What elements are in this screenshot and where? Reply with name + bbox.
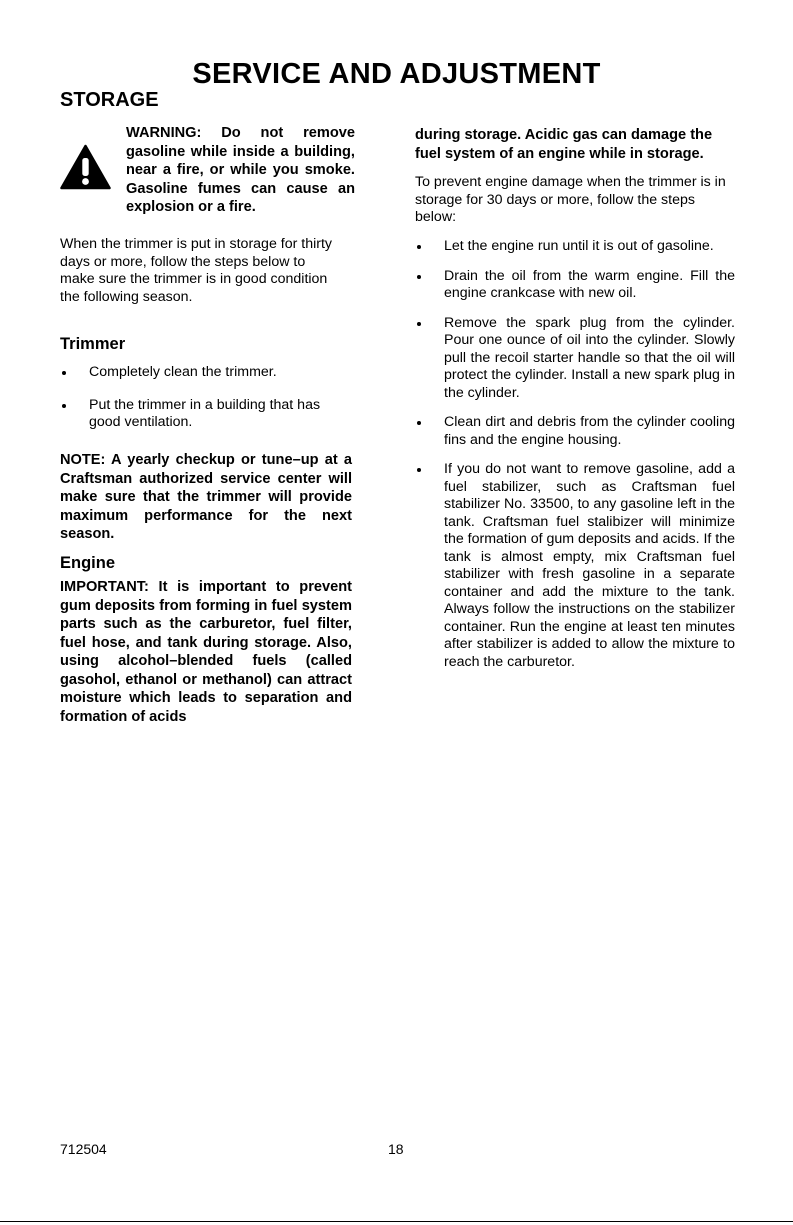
list-item: Drain the oil from the warm engine. Fill the engine crankcase with new oil. — [415, 268, 735, 303]
list-item: Let the engine run until it is out of gasoline. — [415, 238, 735, 256]
warning-text: WARNING: Do not remove gasoline while inside a building, near a fire, or while you smoke. Gasoline fumes can cause an explosion or a fire. — [126, 125, 355, 215]
list-item: Remove the spark plug from the cylinder. Pour one ounce of oil into the cylinder. Slowly pull the recoil starter handle so that the oil will protect the cylinder. Install a new spark plug in the cylinder. — [415, 315, 735, 403]
important-text: IMPORTANT: It is important to prevent gum deposits from forming in fuel system parts such as the carburetor, fuel filter, fuel hose, and tank during storage. Also, using alcohol–blended fuels (called gasohol, ethanol or methanol) can attract moisture which leads to separation and formation of acids — [60, 579, 352, 725]
trimmer-bullets — [60, 364, 352, 432]
list-item: Completely clean the trimmer. — [60, 364, 352, 382]
warning-triangle-icon — [60, 144, 111, 190]
bottom-rule — [0, 1221, 793, 1222]
engine-bullets — [415, 238, 735, 671]
part-number: 712504 — [60, 1141, 107, 1157]
engine-heading: Engine — [60, 554, 116, 572]
list-item: Clean dirt and debris from the cylinder cooling fins and the engine housing. — [415, 414, 735, 449]
list-item: If you do not want to remove gasoline, add a fuel stabilizer, such as Craftsman fuel stabilizer No. 33500, to any gasoline left in the tank. Craftsman fuel stalibizer will minimize the formation of gum deposits and acids. If the tank is almost empty, mix Craftsman fuel stabilizer with fresh gasoline in a separate container and add the mixture to the tank. Always follow the instructions on the stabilizer container. Run the engine at least ten minutes after stabilizer is added to allow the mixture to reach the carburetor. — [415, 461, 735, 671]
note-text: NOTE: A yearly checkup or tune–up at a Craftsman authorized service center will make sure that the trimmer will provide maximum performance for the next season. — [60, 452, 352, 542]
list-item: Put the trimmer in a building that has good ventilation. — [60, 397, 352, 432]
trimmer-heading: Trimmer — [60, 335, 126, 353]
page-number: 18 — [388, 1141, 404, 1157]
storage-intro: When the trimmer is put in storage for thirty days or more, follow the steps below to make sure the trimmer is in good condition the following season. — [60, 236, 333, 305]
engine-storage-intro: To prevent engine damage when the trimmer is in storage for 30 days or more, follow the steps below: — [415, 174, 726, 225]
page-title: SERVICE AND ADJUSTMENT — [192, 58, 601, 90]
section-title-storage: STORAGE — [60, 89, 159, 111]
warning-block — [60, 124, 355, 220]
important-text-continued: during storage. Acidic gas can damage the fuel system of an engine while in storage. — [415, 127, 713, 162]
